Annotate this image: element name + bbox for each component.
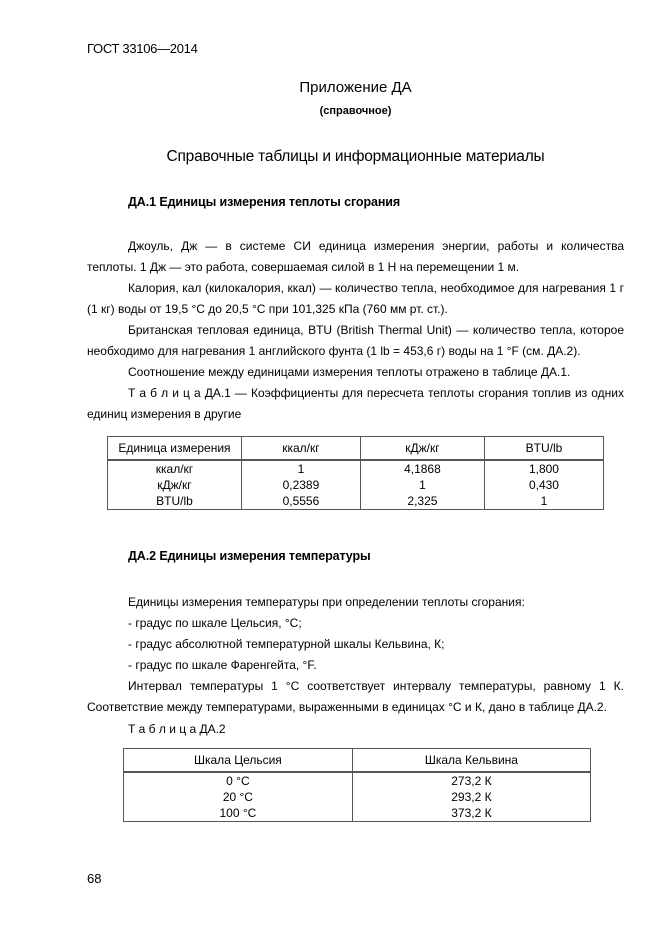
table-row <box>108 493 604 510</box>
list-item-fahrenheit: - градус по шкале Фаренгейта, °F. <box>128 658 317 672</box>
table-header-cell: Единица измерения <box>108 437 242 461</box>
table-cell: 1 <box>484 493 603 510</box>
table-header-cell: кДж/кг <box>360 437 484 461</box>
table-cell: BTU/lb <box>108 493 242 510</box>
table-cell: 2,325 <box>360 493 484 510</box>
paragraph-interval: Интервал температуры 1 °С соответствует интервалу температуры, равному 1 К. Соответствие между температурами, выраженными в единицах °С и К, дано в таблице ДА.2. <box>87 679 624 714</box>
list-item-kelvin: - градус абсолютной температурной шкалы Кельвина, К; <box>128 637 445 651</box>
table-cell: 1 <box>360 477 484 493</box>
table-cell: 273,2 К <box>352 772 590 789</box>
table-cell: 293,2 К <box>352 789 590 805</box>
table-header-cell: Шкала Цельсия <box>124 749 353 773</box>
table-caption-label: Т а б л и ц а <box>128 386 201 400</box>
table-row <box>124 772 591 789</box>
section-heading-da2: ДА.2 Единицы измерения температуры <box>128 549 371 563</box>
table-cell: 1,800 <box>484 460 603 477</box>
table-row <box>124 789 591 805</box>
table-header-cell: Шкала Кельвина <box>352 749 590 773</box>
table-cell: кДж/кг <box>108 477 242 493</box>
paragraph-btu: Британская тепловая единица, BTU (British Thermal Unit) — количество тепла, которое необходимо для нагревания 1 английского фунта (1 lb = 453,6 г) воды на 1 °F (см. ДА.2). <box>87 323 624 358</box>
table-cell: 4,1868 <box>360 460 484 477</box>
paragraph-calorie: Калория, кал (килокалория, ккал) — количество тепла, необходимое для нагревания 1 г (1 кг) воды от 19,5 °С до 20,5 °С при 101,325 кПа (760 мм рт. ст.). <box>87 281 624 316</box>
table-cell: 20 °С <box>124 789 353 805</box>
table-cell: ккал/кг <box>108 460 242 477</box>
paragraph-ratio: Соотношение между единицами измерения теплоты отражено в таблице ДА.1. <box>128 365 571 379</box>
section2-body <box>87 592 624 740</box>
appendix-title: Приложение ДА <box>299 79 412 96</box>
section-heading-da1: ДА.1 Единицы измерения теплоты сгорания <box>128 195 401 209</box>
table-cell: 0,430 <box>484 477 603 493</box>
table-cell: 1 <box>241 460 360 477</box>
table-cell: 0,2389 <box>241 477 360 493</box>
appendix-subtitle: (справочное) <box>319 105 392 117</box>
table-caption-text: ДА.1 — Коэффициенты для пересчета теплоты сгорания топлив из одних единиц измерения в другие <box>87 386 624 421</box>
table-header-row <box>108 437 604 461</box>
table-caption-da2: Т а б л и ц а ДА.2 <box>128 722 226 736</box>
table-da2 <box>123 748 591 822</box>
table-da1 <box>107 436 604 510</box>
main-title: Справочные таблицы и информационные материалы <box>166 148 545 165</box>
table-cell: 100 °С <box>124 805 353 822</box>
table-caption-da1 <box>87 383 624 425</box>
paragraph-intro: Единицы измерения температуры при определении теплоты сгорания: <box>128 595 525 609</box>
table-cell: 0 °С <box>124 772 353 789</box>
table-header-row <box>124 749 591 773</box>
table-row <box>108 460 604 477</box>
section1-body <box>87 236 624 425</box>
page-number: 68 <box>87 871 102 886</box>
table-header-cell: ккал/кг <box>241 437 360 461</box>
document-code: ГОСТ 33106—2014 <box>87 41 198 56</box>
table-row <box>124 805 591 822</box>
table-row <box>108 477 604 493</box>
table-header-cell: BTU/lb <box>484 437 603 461</box>
table-cell: 373,2 К <box>352 805 590 822</box>
table-cell: 0,5556 <box>241 493 360 510</box>
list-item-celsius: - градус по шкале Цельсия, °С; <box>128 616 302 630</box>
paragraph-joule: Джоуль, Дж — в системе СИ единица измерения энергии, работы и количества теплоты. 1 Дж — это работа, совершаемая силой в 1 Н на перемещении 1 м. <box>87 239 624 274</box>
